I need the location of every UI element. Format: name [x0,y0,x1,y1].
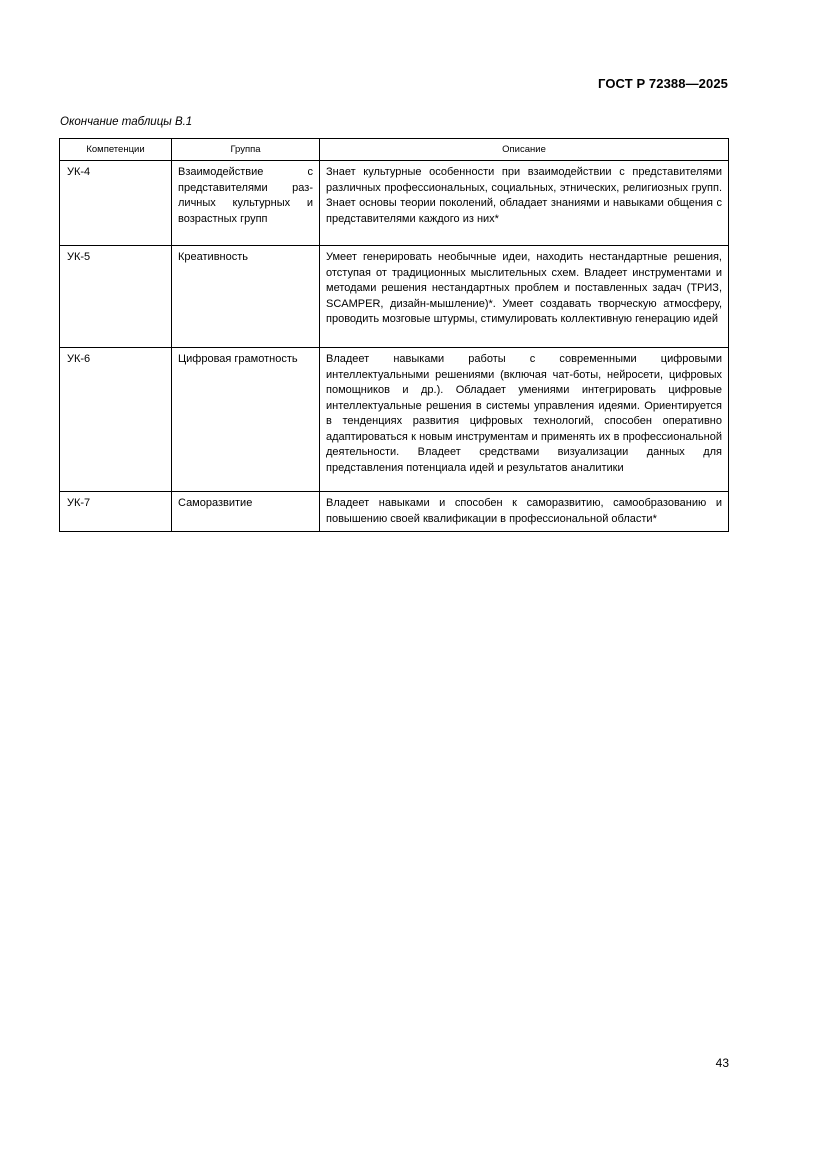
competency-code: УК-4 [60,161,172,246]
page-number: 43 [715,1056,729,1070]
competency-group: Цифровая грамотность [172,348,320,492]
column-header-group: Группа [172,139,320,161]
table-row [60,246,729,348]
table-row [60,161,729,246]
table-caption: Окончание таблицы В.1 [60,116,193,128]
table-header-row [60,139,729,161]
competency-description: Владеет навыками и способен к саморазвитию, самообразованию и повышению своей квалификации в профессиональной области* [320,492,729,532]
competency-description: Владеет навыками работы с современными цифровыми интеллектуальными решениями (включая чат-боты, нейросети, цифровых помощников и др.). Обладает умениями интегрировать цифровые интеллектуальные решения в системы управления идеями. Ориентируется в тенденциях развития цифровых технологий, способен оперативно адаптироваться к новым инструментам и применять их в профессиональной деятельности. Владеет средствами визуализации данных для представления потенциала идей и результатов аналитики [320,348,729,492]
competency-description: Знает культурные особенности при взаимодействии с представителями различных профессиональных, социальных, этнических, религиозных групп. Знает основы теории поколений, обладает знаниями и навыками общения с представителями каждого из них* [320,161,729,246]
competency-code: УК-5 [60,246,172,348]
competency-group: Креативность [172,246,320,348]
competency-group: Взаимодействие с представителями различных культурных и возрастных групп [172,161,320,246]
column-header-description: Описание [320,139,729,161]
competency-description: Умеет генерировать необычные идеи, находить нестандартные решения, отступая от традиционных мыслительных схем. Владеет инструментами и методами решения нестандартных проблем и поставленных задач (ТРИЗ, SCAMPER, дизайн-мышление)*. Умеет создавать творческую атмосферу, проводить мозговые штурмы, стимулировать коллективную генерацию идей [320,246,729,348]
table-row [60,492,729,532]
standard-designation: ГОСТ Р 72388—2025 [598,76,728,91]
competency-code: УК-7 [60,492,172,532]
competencies-table [59,138,729,532]
competency-code: УК-6 [60,348,172,492]
column-header-competencies: Компетенции [60,139,172,161]
table-row [60,348,729,492]
competency-group: Саморазвитие [172,492,320,532]
